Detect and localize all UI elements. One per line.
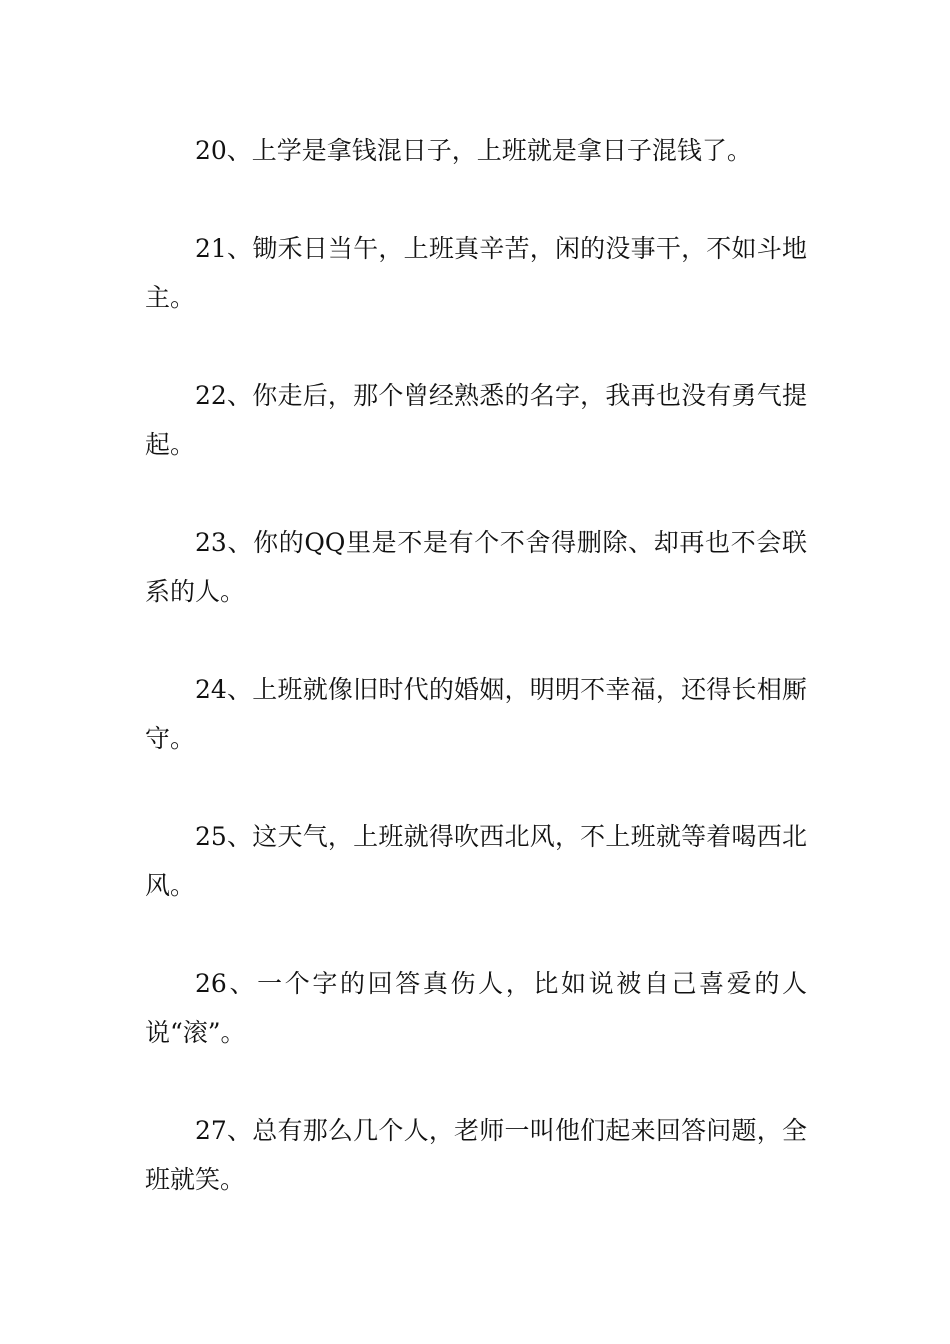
entry-25: 25、这天气，上班就得吹西北风，不上班就等着喝西北风。 bbox=[145, 822, 807, 900]
entry-23: 23、你的QQ里是不是有个不舍得删除、却再也不会联系的人。 bbox=[145, 528, 807, 606]
entry-26: 26、一个字的回答真伤人，比如说被自己喜爱的人说“滚”。 bbox=[145, 969, 807, 1047]
entry-27: 27、总有那么几个人，老师一叫他们起来回答问题，全班就笑。 bbox=[145, 1116, 807, 1194]
entry-20: 20、上学是拿钱混日子，上班就是拿日子混钱了。 bbox=[195, 136, 752, 165]
entry-24: 24、上班就像旧时代的婚姻，明明不幸福，还得长相厮守。 bbox=[145, 675, 807, 753]
entry-21: 21、锄禾日当午，上班真辛苦，闲的没事干，不如斗地主。 bbox=[145, 234, 807, 312]
entry-22: 22、你走后，那个曾经熟悉的名字，我再也没有勇气提起。 bbox=[145, 381, 807, 459]
document-body bbox=[145, 126, 807, 1253]
